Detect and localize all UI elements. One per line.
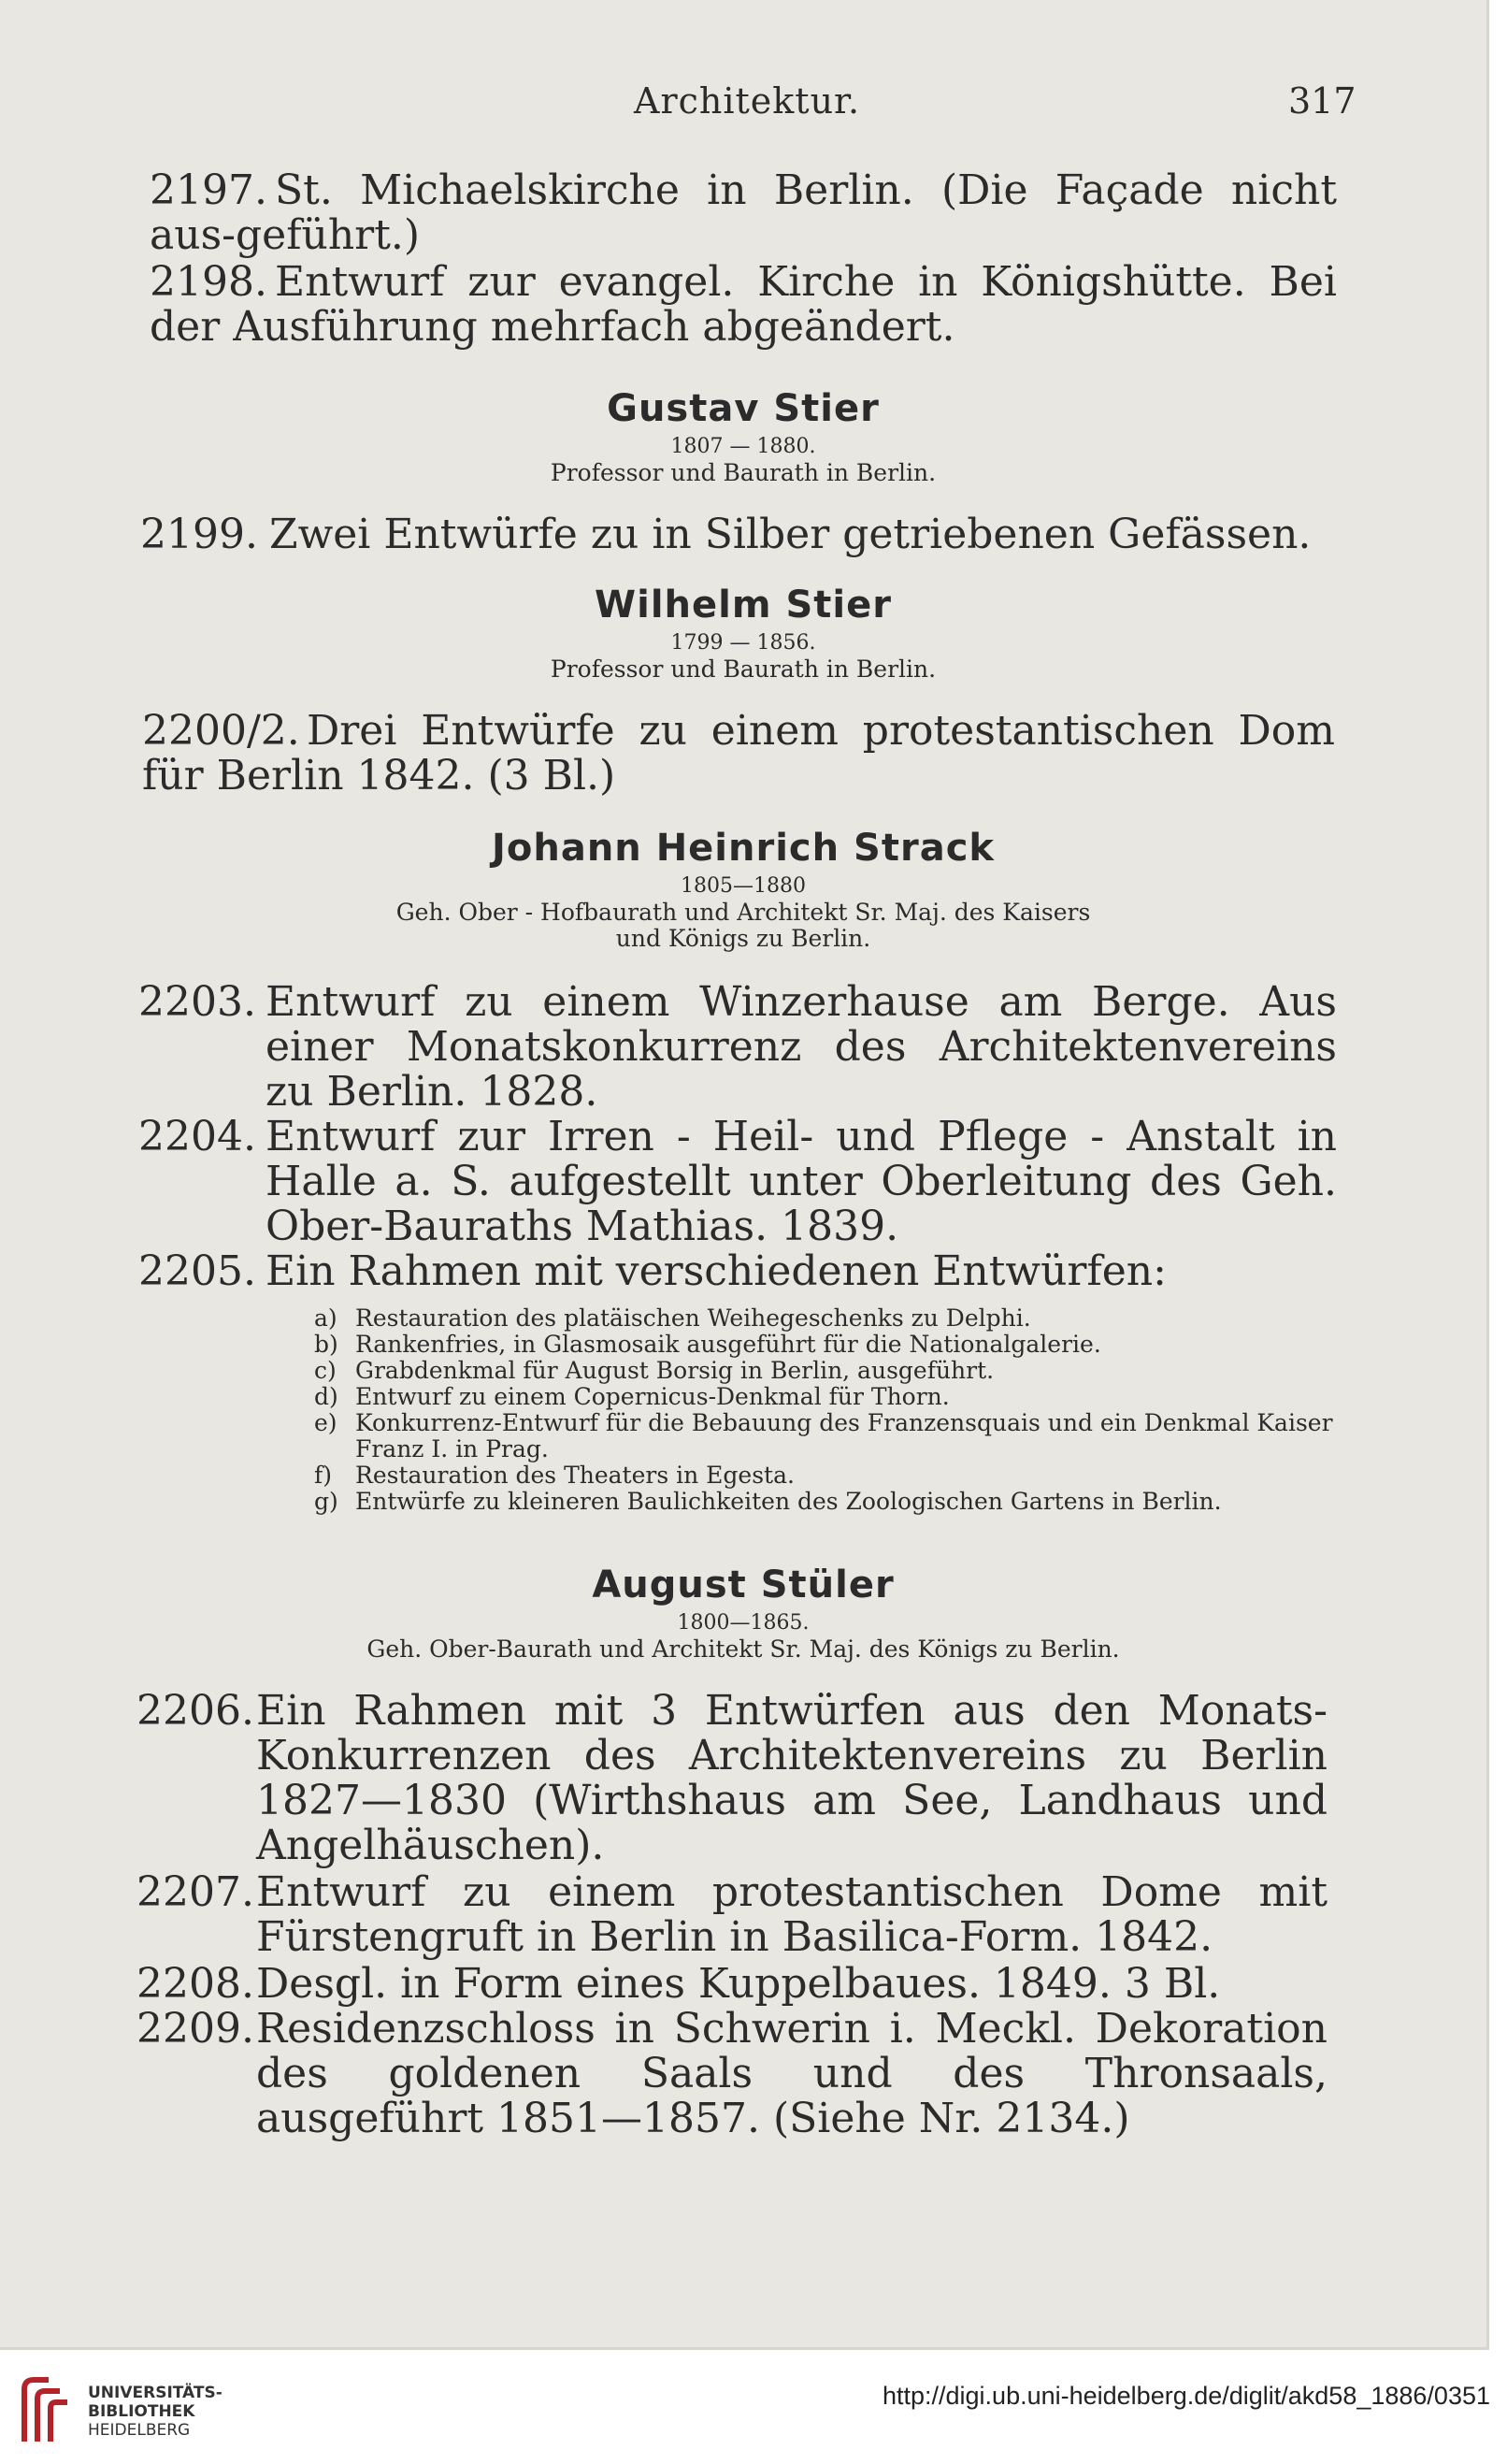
entry-text: Entwurf zur evangel. Kirche in Königshütte. Bei der Ausführung mehrfach abgeändert. [150, 258, 1337, 351]
sub-entry-label: f) [314, 1462, 333, 1489]
sub-entry-label: g) [314, 1488, 338, 1515]
artist-name: Wilhelm Stier [595, 584, 892, 627]
permalink-url[interactable]: http://digi.ub.uni-heidelberg.de/diglit/akd58_1886/0351 [882, 2382, 1490, 2410]
catalog-entry [136, 1689, 1328, 1868]
artist-heading [0, 1562, 1486, 1663]
entry-text: Desgl. in Form eines Kuppelbaues. 1849. 3 Bl. [256, 1960, 1221, 2008]
sub-entry-text: Entwurf zu einem Copernicus-Denkmal für Thorn. [355, 1383, 950, 1410]
sub-entry [314, 1384, 1333, 1410]
entry-text: Entwurf zur Irren - Heil- und Pflege - Anstalt in Halle a. S. aufgestellt unter Oberleitung des Geh. Ober-Bauraths Mathias. 1839. [266, 1113, 1337, 1250]
artist-dates: 1805—1880 [681, 874, 806, 898]
sub-entry [314, 1332, 1333, 1358]
artist-name: Gustav Stier [607, 387, 880, 430]
sub-entry-text: Entwürfe zu kleineren Baulichkeiten des Zoologischen Gartens in Berlin. [355, 1488, 1222, 1515]
sub-entry-text: Konkurrenz-Entwurf für die Bebauung des Franzensquais und ein Denkmal Kaiser Franz I. in Prag. [355, 1409, 1333, 1463]
sub-entry-label: e) [314, 1409, 337, 1436]
entry-number: 2207. [136, 1868, 254, 1916]
artist-title: Geh. Ober-Baurath und Architekt Sr. Maj. des Königs zu Berlin. [366, 1635, 1120, 1663]
artist-title: Professor und Baurath in Berlin. [550, 656, 937, 683]
entry-text: Entwurf zu einem Winzerhause am Berge. Aus einer Monatskonkurrenz des Architektenvereins zu Berlin. 1828. [266, 978, 1337, 1116]
sub-entry-label: b) [314, 1331, 338, 1358]
entry-text: Zwei Entwürfe zu in Silber getriebenen Gefässen. [269, 511, 1312, 558]
entry-number: 2209. [136, 2005, 254, 2053]
catalog-entry [136, 1962, 1328, 2007]
artist-dates: 1799 — 1856. [670, 631, 816, 655]
sub-entry [314, 1410, 1333, 1463]
sub-entry-label: c) [314, 1357, 337, 1384]
sub-entry-text: Rankenfries, in Glasmosaik ausgeführt für die Nationalgalerie. [355, 1331, 1101, 1358]
sub-entry [314, 1489, 1333, 1515]
entry-text: Entwurf zu einem protestantischen Dome mit Fürstengruft in Berlin in Basilica-Form. 1842. [256, 1868, 1328, 1961]
artist-name: Johann Heinrich Strack [491, 827, 995, 870]
sub-entry [314, 1463, 1333, 1489]
sub-entry-text: Restauration des Theaters in Egesta. [355, 1462, 795, 1489]
entry-number: 2199. [140, 511, 258, 558]
artist-heading [0, 825, 1486, 952]
entry-text: St. Michaelskirche in Berlin. (Die Façade nicht aus-geführt.) [150, 166, 1337, 259]
sub-entry-label: a) [314, 1304, 337, 1332]
sub-entry-text: Restauration des platäischen Weihegeschenks zu Delphi. [355, 1304, 1031, 1332]
artist-dates: 1807 — 1880. [670, 435, 816, 458]
page-number: 317 [1288, 80, 1356, 122]
library-name-line: HEIDELBERG [88, 2421, 191, 2440]
entry-text: Ein Rahmen mit 3 Entwürfen aus den Monats-Konkurrenzen des Architektenvereins zu Berlin 1827—1830 (Wirthshaus am See, Landhaus und Angelhäuschen). [256, 1687, 1328, 1869]
entry-number: 2200/2. [142, 707, 300, 755]
entry-number: 2197. [150, 166, 267, 214]
sub-entry [314, 1305, 1333, 1332]
running-header [0, 80, 1486, 127]
catalog-entry [140, 512, 1337, 557]
library-footer [0, 2350, 1507, 2464]
entry-text: Drei Entwürfe zu einem protestantischen Dom für Berlin 1842. (3 Bl.) [142, 707, 1335, 800]
entry-number: 2198. [150, 258, 267, 306]
artist-title-continued: und Königs zu Berlin. [615, 925, 871, 952]
catalog-entry [150, 260, 1337, 350]
catalog-entry [150, 168, 1337, 258]
entry-number: 2208. [136, 1960, 254, 2008]
entry-number: 2205. [138, 1247, 256, 1295]
library-name-line: UNIVERSITÄTS- [88, 2384, 222, 2402]
sub-entry-label: d) [314, 1383, 338, 1410]
artist-heading [0, 385, 1486, 486]
library-name [88, 2384, 222, 2440]
catalog-entry [136, 1870, 1328, 1960]
artist-title: Geh. Ober - Hofbaurath und Architekt Sr. Maj. des Kaisers [395, 899, 1091, 926]
catalog-entry [136, 2007, 1328, 2141]
catalog-entry [138, 980, 1337, 1115]
artist-heading [0, 582, 1486, 683]
catalog-entry [142, 709, 1335, 799]
sub-entry [314, 1358, 1333, 1384]
artist-dates: 1800—1865. [677, 1611, 810, 1635]
catalog-entry [138, 1115, 1337, 1249]
entry-number: 2204. [138, 1113, 256, 1160]
library-name-line: BIBLIOTHEK [88, 2402, 195, 2421]
catalog-entry [138, 1249, 1337, 1294]
artist-name: August Stüler [592, 1563, 895, 1607]
entry-text: Ein Rahmen mit verschiedenen Entwürfen: [266, 1247, 1167, 1295]
entry-number: 2203. [138, 978, 256, 1026]
sub-entry-list [314, 1305, 1333, 1515]
artist-title: Professor und Baurath in Berlin. [550, 459, 937, 486]
sub-entry-text: Grabdenkmal für August Borsig in Berlin, ausgeführt. [355, 1357, 995, 1384]
library-logo-icon [17, 2376, 71, 2445]
entry-number: 2206. [136, 1687, 254, 1735]
header-title: Architektur. [634, 80, 861, 122]
entry-text: Residenzschloss in Schwerin i. Meckl. Dekoration des goldenen Saals und des Thronsaals, ausgeführt 1851—1857. (Siehe Nr. 2134.) [256, 2005, 1328, 2142]
